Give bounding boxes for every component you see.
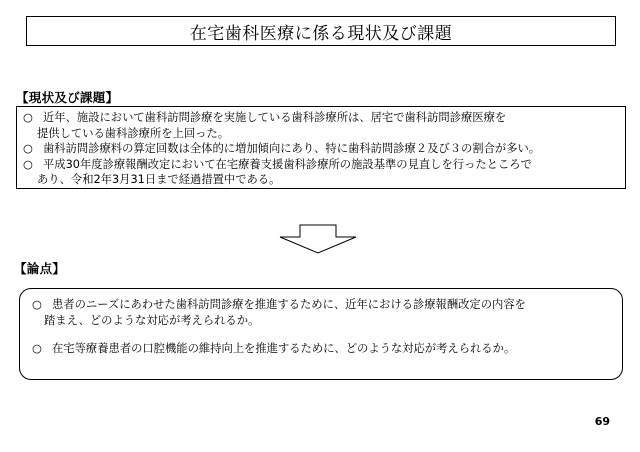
status-item-3 [23,157,619,173]
status-item-1 [23,110,619,126]
status-item-2-line-1: 歯科訪問診療料の算定回数は全体的に増加傾向にあり、特に歯科訪問診療２及び３の割合が多い。 [43,142,541,155]
issues-item-1 [32,297,610,329]
status-item-1-line-1: 近年、施設において歯科訪問診療を実施している歯科診療所は、居宅で歯科訪問診療医療を [43,111,507,124]
issues-box [19,288,623,380]
status-item-3-line-2: あり、令和2年3月31日まで経過措置中である。 [37,173,281,186]
bullet-icon: ○ [23,157,33,171]
bullet-icon: ○ [32,298,42,311]
bullet-icon: ○ [23,111,33,124]
status-section-label: 【現状及び課題】 [16,90,119,105]
status-box [16,106,626,189]
down-arrow-icon [278,224,358,254]
status-item-2 [23,141,619,157]
issues-item-1-line-1: 患者のニーズにあわせた歯科訪問診療を推進するために、近年における診療報酬改定の内容を [52,298,526,311]
bullet-icon: ○ [23,142,33,155]
page-title [26,16,616,46]
page-number: 69 [594,415,610,428]
issues-item-1-row [32,297,610,313]
issues-item-1-line-2: 踏まえ、どのような対応が考えられるか。 [44,314,260,327]
issues-section-label: 【論点】 [14,261,66,276]
issues-item-2-line-1: 在宅等療養患者の口腔機能の維持向上を推進するために、どのような対応が考えられるか。 [52,342,516,355]
status-item-1-line-2: 提供している歯科診療所を上回った。 [37,126,230,140]
status-item-3-line-1: 平成30年度診療報酬改定において在宅療養支援歯科診療所の施設基準の見直しを行ったところで [43,157,532,171]
bullet-icon: ○ [32,342,42,355]
page-title-text: 在宅歯科医療に係る現状及び課題 [189,23,453,44]
issues-item-2 [32,341,610,357]
